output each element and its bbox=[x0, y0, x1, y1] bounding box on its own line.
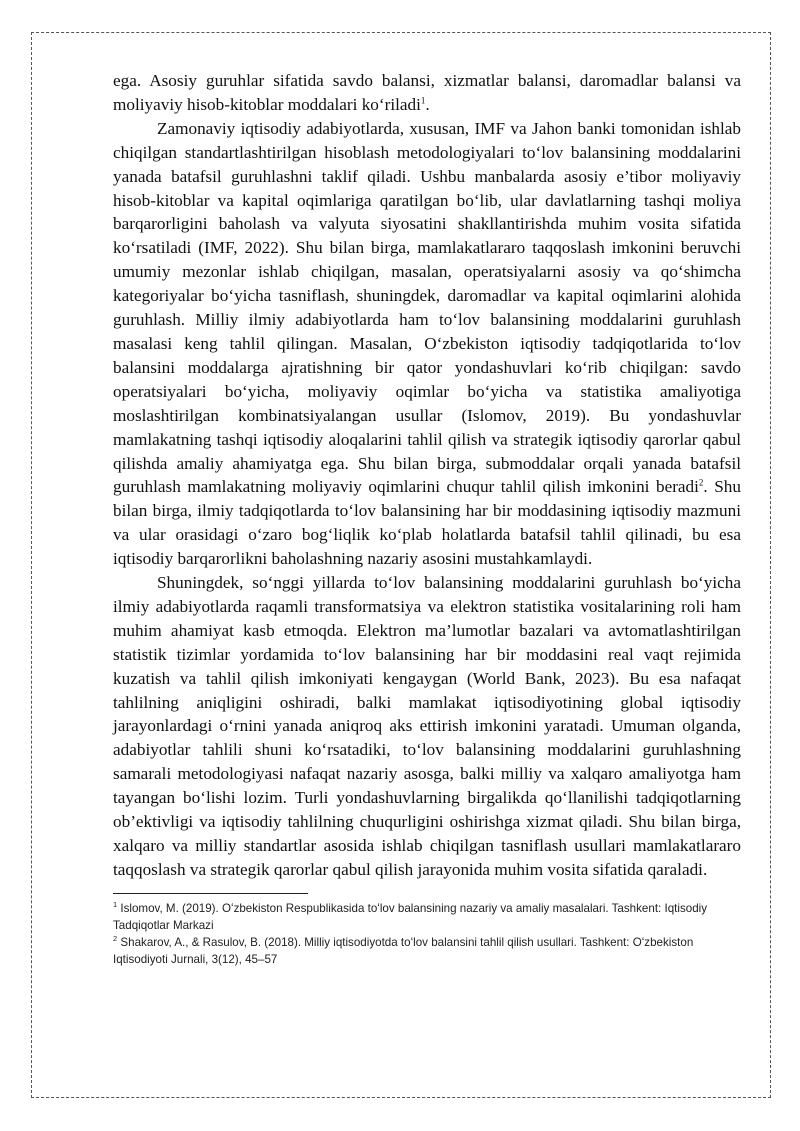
paragraph-3 bbox=[113, 571, 741, 882]
paragraph-1-end: . bbox=[425, 94, 430, 114]
footnote-2 bbox=[113, 934, 741, 968]
paragraph-2 bbox=[113, 117, 741, 571]
footnote-ref-1: 1 bbox=[420, 95, 426, 106]
footnote-1-mark: 1 bbox=[113, 899, 118, 909]
footnote-2-mark: 2 bbox=[113, 934, 118, 944]
footnote-1-text: Islomov, M. (2019). Oʻzbekiston Respublikasida toʻlov balansining nazariy va amaliy masalalari. Tashkent: Iqtisodiy Tadqiqotlar Markazi bbox=[113, 901, 708, 933]
footnote-ref-2: 2 bbox=[698, 477, 704, 488]
footnote-2-text: Shakarov, A., & Rasulov, B. (2018). Milliy iqtisodiyotda toʻlov balansini tahlil qilish usullari. Tashkent: Oʻzbekiston Iqtisodiyoti Jurnali, 3(12), 45–57 bbox=[113, 936, 694, 967]
footnote-1 bbox=[113, 900, 741, 934]
paragraph-2-text: Zamonaviy iqtisodiy adabiyotlarda, xususan, IMF va Jahon banki tomonidan ishlab chiqilgan standartlashtirilgan hisoblash metodologiyalari toʻlov balansining moddalarini yanada batafsil guruhlashni taklif qiladi. Ushbu manbalarda asosiy e’tibor moliyaviy hisob-kitoblar va kapital oqimlariga qaratilgan boʻlib, ular davlatlarning tashqi moliya barqarorligini baholash va valyuta siyosatini shakllantirishda muhim vosita sifatida koʻrsatiladi (IMF, 2022). Shu bilan birga, mamlakatlararo taqqoslash imkonini beruvchi umumiy mezonlar ishlab chiqilgan, masalan, operatsiyalarni asosiy va qoʻshimcha kategoriyalar boʻyicha tasniflash, shuningdek, daromadlar va kapital oqimlarini alohida guruhlash. Milliy ilmiy adabiyotlarda ham toʻlov balansining moddalarini guruhlash masalasi keng tahlil qilingan. Masalan, Oʻzbekiston iqtisodiy tadqiqotlarida toʻlov balansini moddalarga ajratishning bir qator yondashuvlari koʻrib chiqilgan: savdo operatsiyalari boʻyicha, moliyaviy oqimlar boʻyicha va statistika amaliyotiga moslashtirilgan kombinatsiyalangan usullar (Islomov, 2019). Bu yondashuvlar mamlakatning tashqi iqtisodiy aloqalarini tahlil qilish va strategik iqtisodiy qarorlar qabul qilishda amaliy ahamiyatga ega. Shu bilan birga, submoddalar orqali yanada batafsil guruhlash mamlakatning moliyaviy oqimlarini chuqur tahlil qilish imkonini beradi bbox=[113, 118, 741, 497]
paragraph-1 bbox=[113, 69, 741, 117]
paragraph-1-text: ega. Asosiy guruhlar sifatida savdo balansi, xizmatlar balansi, daromadlar balansi va moliyaviy hisob-kitoblar moddalari koʻriladi bbox=[113, 71, 741, 114]
paragraph-2-end: . Shu bilan birga, ilmiy tadqiqotlarda toʻlov balansining har bir moddasining iqtisodiy mazmuni va ular orasidagi oʻzaro bogʻliqlik koʻplab holatlarda batafsil tahlil qilinadi, bu esa iqtisodiy barqarorlikni baholashning nazariy asosini mustahkamlaydi. bbox=[113, 477, 741, 569]
footnote-separator bbox=[113, 893, 308, 894]
paragraph-3-text: Shuningdek, soʻnggi yillarda toʻlov balansining moddalarini guruhlash boʻyicha ilmiy adabiyotlarda raqamli transformatsiya va elektron statistika vositalarining roli ham muhim ahamiyat kasb etmoqda. Elektron ma’lumotlar bazalari va avtomatlashtirilgan statistik tizimlar yordamida toʻlov balansining har bir moddasini real vaqt rejimida kuzatish va tahlil qilish imkoniyati kengaygan (World Bank, 2023). Bu esa nafaqat tahlilning aniqligini oshiradi, balki mamlakat iqtisodiyotining global iqtisodiy jarayonlardagi oʻrnini yanada aniqroq aks ettirish imkonini yaratadi. Umuman olganda, adabiyotlar tahlili shuni koʻrsatadiki, toʻlov balansining moddalarini guruhlashning samarali metodologiyasi nafaqat nazariy asosga, balki milliy va xalqaro amaliyotga ham tayangan boʻlishi lozim. Turli yondashuvlarning birgalikda qoʻllanilishi tadqiqotlarning ob’ektivligi va iqtisodiy tahlilning chuqurligini oshirishga xizmat qiladi. Shu bilan birga, xalqaro va milliy standartlar asosida ishlab chiqilgan tasniflash usullari mamlakatlararo taqqoslash va strategik qarorlar qabul qilish jarayonida muhim vosita sifatida qaraladi. bbox=[113, 573, 741, 879]
page-content bbox=[113, 69, 741, 969]
